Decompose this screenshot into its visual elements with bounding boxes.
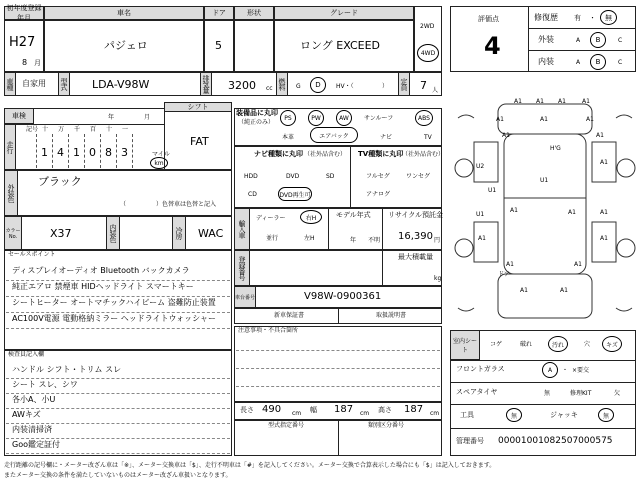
damage-mark: U1 bbox=[540, 177, 549, 184]
shift-value: FAT bbox=[190, 135, 209, 148]
fuel-g: G bbox=[296, 83, 301, 90]
tv-oneseg: ワンセグ bbox=[406, 173, 431, 180]
digit-header: 万 bbox=[58, 126, 65, 133]
capacity-unit: 人 bbox=[432, 87, 439, 94]
odometer-digit: 8 bbox=[105, 146, 112, 159]
fuel-d-circled: D bbox=[310, 77, 326, 93]
odometer-digit: 1 bbox=[41, 146, 48, 159]
repair-label: 修復歴 bbox=[534, 13, 558, 22]
displacement-value: 3200 bbox=[228, 79, 256, 92]
import-header: 輸入車 bbox=[234, 208, 250, 250]
equipment-sunroof: サンルーフ bbox=[364, 115, 394, 122]
notes-block bbox=[234, 326, 442, 402]
type-value: 自家用 bbox=[22, 79, 46, 88]
navi-dvd-play-circled: DVD再生可 bbox=[278, 187, 312, 201]
grade-header: グレード bbox=[274, 6, 414, 20]
auction-sheet bbox=[4, 4, 636, 479]
front-glass-x: ×要交 bbox=[572, 367, 590, 374]
equipment-leather: 本革 bbox=[282, 134, 295, 141]
inspection-line: Goo鑑定証付 bbox=[12, 440, 60, 449]
damage-mark: A1 bbox=[568, 209, 576, 216]
digit-header: 十 bbox=[42, 126, 49, 133]
front-glass-dot: ・ bbox=[562, 367, 569, 374]
damage-mark: A1 bbox=[582, 98, 590, 105]
recycle-yen: 円 bbox=[434, 237, 441, 244]
damage-mark: A1 bbox=[596, 132, 604, 139]
interior-c: C bbox=[618, 59, 623, 66]
color-note-open: （ bbox=[120, 201, 127, 208]
car-name: パジェロ bbox=[104, 39, 148, 52]
chassis-value: V98W-0900361 bbox=[304, 291, 382, 302]
inspection-line: シート スレ、シワ bbox=[12, 380, 78, 389]
owners-manual: 取扱説明書 bbox=[376, 312, 407, 319]
damage-mark: U1 bbox=[488, 187, 497, 194]
unit-mile: マイル bbox=[152, 151, 170, 158]
recycle-label: リサイクル預託金 bbox=[388, 211, 444, 219]
sales-point-line: シートヒーター オートマチックハイビーム 盗難防止装置 bbox=[12, 298, 216, 307]
model-year-unit: 年 bbox=[350, 237, 357, 244]
tools-none-circled: 無 bbox=[506, 408, 522, 422]
import-dealer: ディーラー bbox=[256, 215, 286, 222]
damage-mark: H'G bbox=[550, 145, 561, 152]
mgmt-value: 00001001082507000575 bbox=[498, 436, 613, 446]
equipment-tv: TV bbox=[424, 134, 432, 141]
damage-mark: A1 bbox=[514, 98, 522, 105]
unit-km-circled: km bbox=[150, 157, 168, 169]
length-cm: cm bbox=[292, 410, 302, 417]
trim-value: WAC bbox=[198, 227, 224, 240]
equipment-title: 装備品に丸印 bbox=[236, 109, 278, 117]
reg-month: 8 bbox=[22, 58, 28, 67]
seat-hole: 穴 bbox=[584, 341, 591, 348]
fuel-hv: HV・（ bbox=[336, 83, 354, 90]
spare-none: 無 bbox=[544, 390, 551, 397]
damage-mark: A1 bbox=[560, 287, 568, 294]
spare-repair-kit: 修理KIT bbox=[570, 390, 592, 397]
jack-label: ジャッキ bbox=[550, 411, 578, 419]
drive-cell bbox=[414, 6, 442, 72]
navi-cd: CD bbox=[248, 191, 257, 198]
interior-color-header: 内装色 bbox=[106, 216, 120, 250]
equipment-subtitle: （純正のみ） bbox=[238, 119, 275, 126]
damage-mark: A1 bbox=[520, 287, 528, 294]
class-number-label: 類別区分番号 bbox=[368, 422, 405, 429]
digit-header: 百 bbox=[90, 126, 97, 133]
navi-title: ナビ種類に丸印 bbox=[254, 150, 303, 158]
seat-tear: 破れ bbox=[520, 341, 533, 348]
footer-line-2: またメーター交換の条件を満たしていないものはメーター改ざん車扱いとなります。 bbox=[4, 472, 232, 479]
damage-mark: A1 bbox=[600, 209, 608, 216]
damage-mark: A1 bbox=[536, 98, 544, 105]
damage-mark: U1 bbox=[476, 211, 485, 218]
damage-mark: A1 bbox=[502, 132, 510, 139]
door-header: ドア bbox=[204, 6, 234, 20]
cc-unit: cc bbox=[266, 85, 273, 92]
damage-mark: A1 bbox=[540, 116, 548, 123]
running-header: 走行 bbox=[4, 124, 16, 170]
damage-mark: A1 bbox=[506, 261, 514, 268]
capacity-value: 7 bbox=[420, 79, 427, 92]
exterior-c: C bbox=[618, 37, 623, 44]
navi-dvd: DVD bbox=[286, 173, 300, 180]
shaken-year: 年 bbox=[108, 114, 115, 121]
chassis-header: 車台番号 bbox=[234, 286, 256, 308]
damage-mark: A1 bbox=[558, 98, 566, 105]
max-load-kg: kg bbox=[434, 275, 442, 282]
damage-mark: ドア bbox=[498, 271, 510, 278]
shaken-header: 車検 bbox=[4, 108, 34, 124]
height-cm: cm bbox=[430, 410, 440, 417]
sales-point-line: 純正エアロ 禁煙車 HIDヘッドライト スマートキー bbox=[12, 282, 194, 291]
tv-title-note: （社外品含む） bbox=[402, 151, 445, 158]
navi-hdd: HDD bbox=[244, 173, 258, 180]
inspection-label: 検査員記入欄 bbox=[8, 351, 45, 358]
score-label: 評価点 bbox=[478, 15, 499, 23]
model-header: 型式 bbox=[58, 72, 70, 96]
repair-no-circled: 無 bbox=[600, 10, 617, 25]
width-value: 187 bbox=[334, 404, 354, 415]
spare-missing: 欠 bbox=[614, 390, 621, 397]
color-code: X37 bbox=[50, 227, 72, 240]
color-note: ）色替車は色替と記入 bbox=[156, 201, 217, 208]
reg-no-header: 登録番号 bbox=[234, 250, 250, 286]
damage-mark: A1 bbox=[574, 261, 582, 268]
damage-mark: A1 bbox=[600, 159, 608, 166]
odometer-digit: 3 bbox=[121, 146, 128, 159]
seat-burn: コゲ bbox=[490, 341, 503, 348]
equipment-navi: ナビ bbox=[380, 134, 393, 141]
width-cm: cm bbox=[360, 410, 370, 417]
damage-mark: A1 bbox=[600, 235, 608, 242]
fuel-close: ） bbox=[382, 83, 389, 90]
footer-line-1: 走行距離の記号欄に・メーター改ざん車は「※」、メーター交換車は「$」、走行不明車は「#」を記入してください。メーター交換で合算表示した場合にも「$」は記入しておきます。 bbox=[4, 462, 496, 469]
exterior-a: A bbox=[576, 37, 581, 44]
tv-analog: アナログ bbox=[366, 191, 391, 198]
trim-header: 冷房 bbox=[172, 216, 186, 250]
inspection-line: ハンドル シフト・トリム スレ bbox=[12, 365, 122, 374]
jack-none-circled: 無 bbox=[598, 408, 614, 422]
digit-header: 千 bbox=[74, 126, 81, 133]
navi-title-note: （社外品含む） bbox=[304, 151, 347, 158]
mgmt-label: 管理番号 bbox=[456, 437, 484, 445]
interior-a: A bbox=[576, 59, 581, 66]
max-load-label: 最大積載量 bbox=[398, 253, 433, 261]
repair-yes: 有 bbox=[574, 14, 581, 22]
digit-header: 記号 bbox=[26, 126, 39, 133]
model-year-label: モデル年式 bbox=[336, 211, 371, 219]
exterior-b-circled: B bbox=[590, 32, 606, 48]
equipment-abs-circled: ABS bbox=[415, 110, 433, 126]
width-label: 幅 bbox=[310, 406, 317, 414]
seat-scratch-circled: キズ bbox=[602, 336, 622, 352]
fuel-header: 燃料 bbox=[276, 72, 288, 96]
new-car-warranty: 新車保証書 bbox=[274, 312, 305, 319]
interior-b-circled: B bbox=[590, 54, 606, 70]
front-glass-a-circled: A bbox=[542, 362, 558, 378]
color-code-header: カラーNo. bbox=[4, 216, 22, 250]
sales-point-line: AC100V電源 電動格納ミラー ヘッドライトウォッシャー bbox=[12, 314, 217, 323]
model-value: LDA-V98W bbox=[92, 78, 150, 91]
seat-stain-circled: 汚れ bbox=[548, 336, 568, 352]
model-year-unknown: 不明 bbox=[368, 237, 381, 244]
seat-header: 室内シート bbox=[450, 330, 480, 360]
digit-header: 一 bbox=[122, 126, 129, 133]
odometer-digit: 0 bbox=[89, 146, 96, 159]
shape-header: 形状 bbox=[234, 6, 274, 20]
height-label: 高さ bbox=[378, 406, 392, 414]
color-value: ブラック bbox=[38, 175, 82, 188]
equipment-pw-circled: PW bbox=[308, 110, 324, 126]
length-label: 長さ bbox=[240, 406, 254, 414]
tv-title: TV種類に丸印 bbox=[358, 150, 404, 158]
drive-4wd-circled: 4WD bbox=[417, 44, 439, 62]
spare-label: スペアタイヤ bbox=[456, 388, 498, 396]
drive-2wd: 2WD bbox=[420, 23, 435, 30]
front-glass-label: フロントガラス bbox=[456, 365, 505, 373]
damage-mark: U2 bbox=[476, 163, 485, 170]
type-header: 車種 bbox=[4, 72, 16, 96]
interior-label: 内装 bbox=[538, 57, 554, 66]
shift-header: シフト bbox=[164, 102, 232, 112]
inspection-line: 内装清掃済 bbox=[12, 425, 52, 434]
notes-label: 注意事項・不具合箇所 bbox=[238, 327, 299, 334]
odometer-digit: 4 bbox=[57, 146, 64, 159]
displacement-header: 排気量 bbox=[200, 72, 212, 96]
navi-sd: SD bbox=[326, 173, 335, 180]
shaken-month: 月 bbox=[144, 114, 151, 121]
month-unit: 月 bbox=[34, 59, 41, 67]
inspection-line: AWキズ bbox=[12, 410, 41, 419]
damage-mark: A1 bbox=[496, 116, 504, 123]
import-right-h-circled: 右H bbox=[300, 210, 322, 224]
import-parallel: 並行 bbox=[266, 235, 279, 242]
capacity-header: 定員 bbox=[398, 72, 410, 96]
odometer-digit: 1 bbox=[73, 146, 80, 159]
type-number-label: 型式指定番号 bbox=[268, 422, 305, 429]
reg-year: H27 bbox=[9, 35, 36, 50]
doors: 5 bbox=[215, 39, 222, 52]
tv-fullseg: フルセグ bbox=[366, 173, 390, 180]
equipment-aw-circled: AW bbox=[336, 110, 352, 126]
exterior-label: 外装 bbox=[538, 35, 554, 44]
damage-mark: A1 bbox=[510, 207, 518, 214]
color-header: 外装色 bbox=[4, 170, 18, 216]
sales-point-line: ディスプレイオーディオ Bluetooth バックカメラ bbox=[12, 266, 190, 275]
sales-points-label: セールスポイント bbox=[8, 251, 56, 258]
height-value: 187 bbox=[404, 404, 424, 415]
grade: ロング EXCEED bbox=[300, 39, 381, 52]
damage-mark: A1 bbox=[586, 116, 594, 123]
repair-dot: ・ bbox=[589, 14, 596, 22]
recycle-value: 16,390 bbox=[398, 231, 433, 242]
digit-header: 十 bbox=[106, 126, 113, 133]
score: 4 bbox=[484, 32, 501, 60]
shape-cell bbox=[234, 20, 274, 72]
equipment-airbag-circled: エアバック bbox=[310, 127, 358, 143]
car-name-header: 車名 bbox=[44, 6, 204, 20]
length-value: 490 bbox=[262, 404, 282, 415]
equipment-ps-circled: PS bbox=[280, 110, 296, 126]
inspection-line: 各小A、小U bbox=[12, 395, 56, 404]
damage-mark: A1 bbox=[478, 235, 486, 242]
reg-year-header: 初年度登録年月 bbox=[4, 6, 44, 20]
tools-label: 工具 bbox=[460, 411, 474, 419]
import-left-h: 左H bbox=[304, 235, 315, 242]
